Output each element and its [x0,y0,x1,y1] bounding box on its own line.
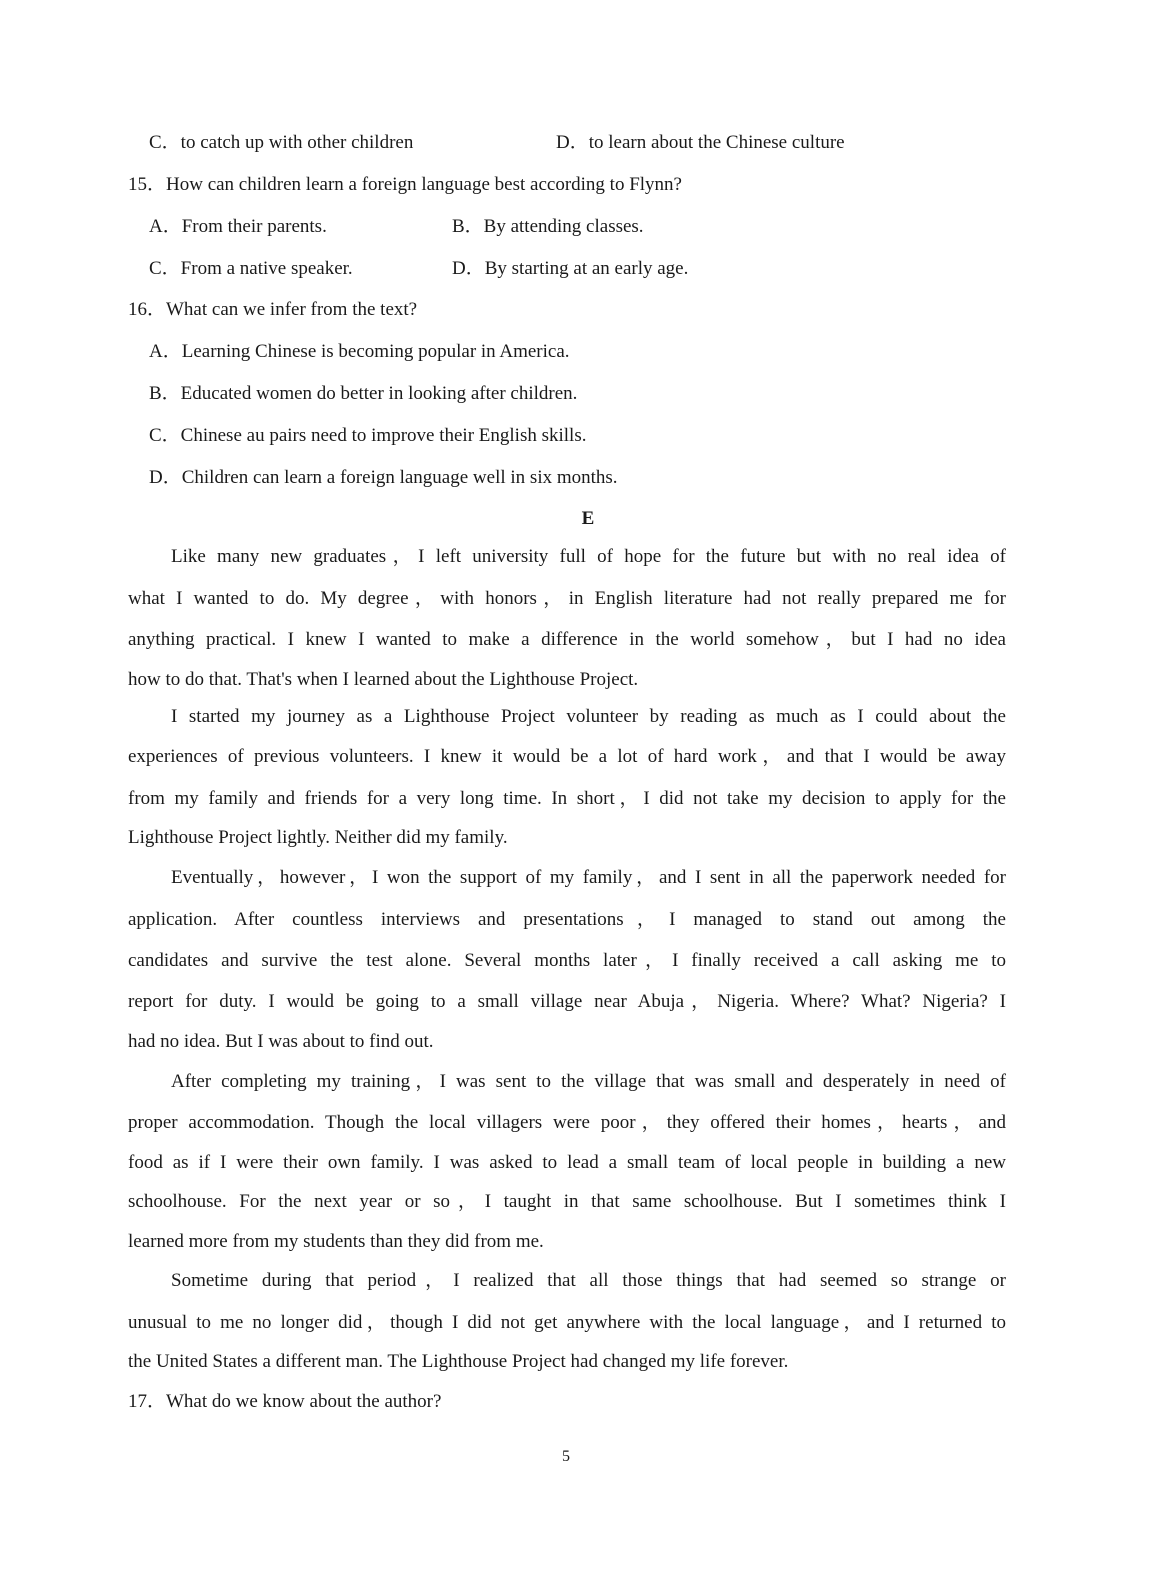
passage-line: Like many new graduates，I left university full of hope for the future but with no real idea of [171,546,1006,567]
passage-line: unusual to me no longer did，though I did not get anywhere with the local language，and I returned to [128,1312,1006,1333]
passage-line: what I wanted to do. My degree，with honors，in English literature had not really prepared me for [128,588,1006,609]
q14-option-d: D．to learn about the Chinese culture [556,132,845,153]
passage-line: schoolhouse. For the next year or so，I taught in that same schoolhouse. But I sometimes think I [128,1191,1006,1212]
passage-line: Lighthouse Project lightly. Neither did my family. [128,827,508,848]
passage-line: I started my journey as a Lighthouse Project volunteer by reading as much as I could about the [171,706,1006,727]
q15-option-d: D．By starting at an early age. [452,258,689,279]
passage-line: application. After countless interviews and presentations，I managed to stand out among the [128,909,1006,930]
passage-line: proper accommodation. Though the local villagers were poor，they offered their homes，hearts，and [128,1112,1006,1133]
q17-stem: 17．What do we know about the author? [128,1391,442,1412]
passage-line: Sometime during that period，I realized that all those things that had seemed so strange or [171,1270,1006,1291]
page-number: 5 [562,1448,570,1465]
passage-line: the United States a different man. The Lighthouse Project had changed my life forever. [128,1351,789,1372]
section-e-heading: E [581,508,595,529]
q16-option-a: A．Learning Chinese is becoming popular in America. [149,341,570,362]
q15-option-a: A．From their parents. [149,216,327,237]
passage-line: After completing my training，I was sent to the village that was small and desperately in need of [171,1071,1006,1092]
q16-stem: 16．What can we infer from the text? [128,299,418,320]
passage-line: report for duty. I would be going to a small village near Abuja，Nigeria. Where? What? Nigeria? I [128,991,1006,1012]
passage-line: had no idea. But I was about to find out. [128,1031,434,1052]
q16-option-c: C．Chinese au pairs need to improve their English skills. [149,425,587,446]
q15-option-c: C．From a native speaker. [149,258,353,279]
passage-line: food as if I were their own family. I was asked to lead a small team of local people in building a new [128,1152,1006,1173]
passage-line: candidates and survive the test alone. Several months later，I finally received a call asking me to [128,950,1006,971]
passage-line: learned more from my students than they did from me. [128,1231,544,1252]
passage-line: from my family and friends for a very long time. In short，I did not take my decision to apply for the [128,788,1006,809]
passage-line: experiences of previous volunteers. I knew it would be a lot of hard work，and that I would be away [128,746,1006,767]
q16-option-b: B．Educated women do better in looking after children. [149,383,578,404]
q16-option-d: D．Children can learn a foreign language well in six months. [149,467,618,488]
passage-line: Eventually，however，I won the support of my family，and I sent in all the paperwork needed for [171,867,1006,888]
q15-option-b: B．By attending classes. [452,216,644,237]
q14-option-c: C．to catch up with other children [149,132,414,153]
q15-stem: 15．How can children learn a foreign language best according to Flynn? [128,174,682,195]
passage-line: how to do that. That's when I learned about the Lighthouse Project. [128,669,639,690]
passage-line: anything practical. I knew I wanted to make a difference in the world somehow，but I had no idea [128,629,1006,650]
